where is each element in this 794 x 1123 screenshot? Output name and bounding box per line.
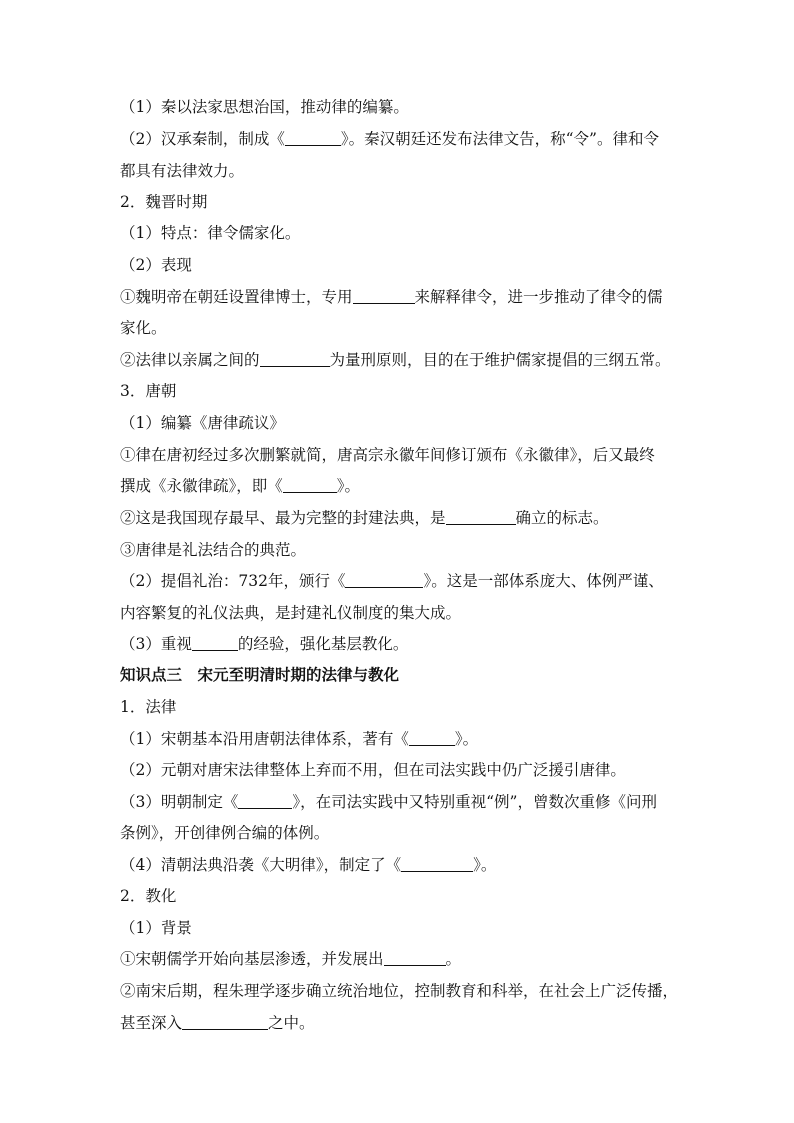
text-line: ③唐律是礼法结合的典范。 [120,541,307,559]
section-heading: 2．魏晋时期 [120,193,208,211]
fill-blank[interactable] [446,508,516,525]
text-line: ①宋朝儒学开始向基层渗透，并发展出 。 [120,950,462,968]
text-line: （2）元朝对唐宋法律整体上弃而不用，但在司法实践中仍广泛援引唐律。 [120,761,626,779]
text-line: （1）宋朝基本沿用唐朝法律体系，著有《 》。 [120,730,479,748]
fill-blank[interactable] [401,855,473,872]
text-line: ②这是我国现存最早、最为完整的封建法典，是 确立的标志。 [120,509,609,527]
fill-blank[interactable] [409,729,455,746]
fill-blank[interactable] [353,287,415,304]
text-line: （4）清朝法典沿袭《大明律》，制定了《 》。 [120,856,497,874]
text-line: （3）重视 的经验，强化基层教化。 [120,635,409,653]
fill-blank[interactable] [192,634,238,651]
section-heading: 3．唐朝 [120,382,177,400]
section-heading: 2．教化 [120,887,177,905]
fill-blank[interactable] [238,792,292,809]
text-line: （3）明朝制定《 》，在司法实践中又特别重视“例”，曾数次重修《问刑 [120,793,657,811]
text-line: 内容繁复的礼仪法典，是封建礼仪制度的集大成。 [120,604,462,622]
fill-blank[interactable] [260,350,330,367]
text-line: ②南宋后期，程朱理学逐步确立统治地位，控制教育和科举，在社会上广泛传播， [120,982,679,1000]
text-line: ①律在唐初经过多次删繁就简，唐高宗永徽年间修订颁布《永徽律》，后又最终 [120,446,655,464]
text-line: ①魏明帝在朝廷设置律博士，专用 来解释律令，进一步推动了律令的儒 [120,288,663,306]
text-line: 撰成《永徽律疏》，即《 》。 [120,477,361,495]
text-line: （2）表现 [120,256,192,274]
text-line: （1）秦以法家思想治国，推动律的编纂。 [120,98,409,116]
fill-blank[interactable] [182,1013,268,1030]
text-line: ②法律以亲属之间的 为量刑原则，目的在于维护儒家提倡的三纲五常。 [120,351,671,369]
fill-blank[interactable] [384,949,446,966]
text-line: （2）汉承秦制，制成《 》。秦汉朝廷还发布法律文告，称“令”。律和令 [120,130,659,148]
text-line: 条例》，开创律例合编的体例。 [120,824,330,842]
text-line: 家化。 [120,319,167,337]
text-line: 都具有法律效力。 [120,162,245,180]
section-heading: 1．法律 [120,698,177,716]
text-line: 甚至深入 之中。 [120,1014,315,1032]
fill-blank[interactable] [283,476,337,493]
text-line: （1）特点：律令儒家化。 [120,224,301,242]
text-line: （1）背景 [120,919,192,937]
knowledge-point-heading: 知识点三 宋元至明清时期的法律与教化 [120,666,400,684]
fill-blank[interactable] [285,129,341,146]
fill-blank[interactable] [345,571,423,588]
text-line: （2）提倡礼治：732年，颁行《 》。这是一部体系庞大、体例严谨、 [120,572,664,590]
text-line: （1）编纂《唐律疏议》 [120,414,285,432]
